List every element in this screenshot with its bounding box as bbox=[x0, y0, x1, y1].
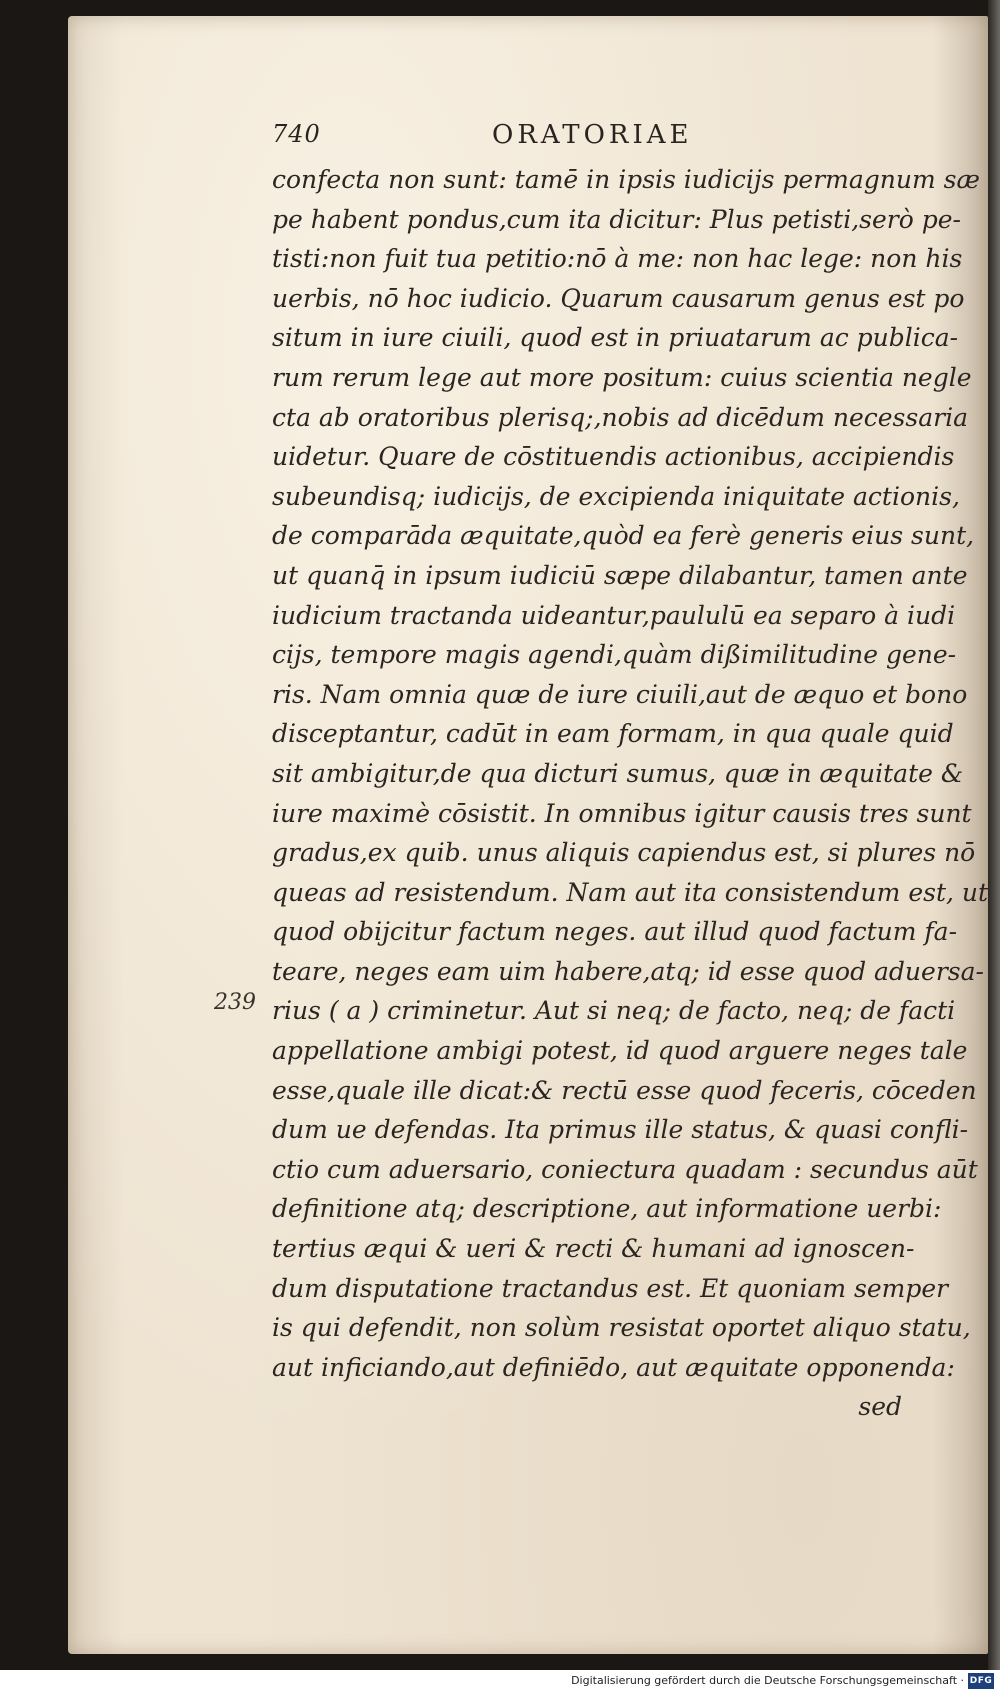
text-line: tisti:non fuit tua petitio:nō à me: non hac lege: non his bbox=[272, 244, 963, 274]
text-line: is qui defendit, non solùm resistat oportet aliquo statu, bbox=[272, 1313, 971, 1343]
text-line: ctio cum aduersario, coniectura quadam : secundus aūt bbox=[272, 1154, 978, 1184]
scan-right-edge bbox=[988, 0, 1000, 1670]
text-line: cijs, tempore magis agendi,quàm dißimilitudine gene- bbox=[272, 640, 957, 670]
text-line: definitione atq; descriptione, aut informatione uerbi: bbox=[272, 1194, 942, 1224]
text-line: teare, neges eam uim habere,atq; id esse quod aduersa- bbox=[272, 956, 984, 986]
text-line: tertius æqui & ueri & recti & humani ad ignoscen- bbox=[272, 1234, 915, 1264]
dfg-logo-icon: DFG bbox=[968, 1673, 994, 1689]
running-title: ORATORIAE bbox=[492, 120, 693, 150]
text-line: queas ad resistendum. Nam aut ita consistendum est, ut bbox=[272, 877, 989, 907]
funding-credit: Digitalisierung gefördert durch die Deutsche Forschungsgemeinschaft · bbox=[571, 1674, 964, 1687]
text-line: ut quanq̄ in ipsum iudiciū sæpe dilabantur, tamen ante bbox=[272, 560, 968, 590]
text-line: de comparāda æquitate,quòd ea ferè generis eius sunt, bbox=[272, 521, 975, 551]
text-line: gradus,ex quib. unus aliquis capiendus est, si plures nō bbox=[272, 838, 976, 868]
catchword: sed bbox=[858, 1392, 902, 1422]
text-line: cta ab oratoribus plerisq;,nobis ad dicēdum necessaria bbox=[272, 402, 968, 432]
text-block bbox=[272, 160, 989, 1427]
text-line: uerbis, nō hoc iudicio. Quarum causarum genus est po bbox=[272, 283, 965, 313]
text-line: disceptantur, cadūt in eam formam, in qua quale quid bbox=[272, 719, 954, 749]
page-number: 740 bbox=[272, 120, 321, 148]
text-line: appellatione ambigi potest, id quod arguere neges tale bbox=[272, 1036, 968, 1066]
footer-bar bbox=[0, 1670, 1000, 1693]
text-line: iure maximè cōsistit. In omnibus igitur causis tres sunt bbox=[272, 798, 972, 828]
text-line: situm in iure ciuili, quod est in priuatarum ac publica- bbox=[272, 323, 959, 353]
text-line: subeundisq; iudicijs, de excipienda iniquitate actionis, bbox=[272, 481, 960, 511]
text-line: sit ambigitur,de qua dicturi sumus, quæ in æquitate & bbox=[272, 758, 964, 788]
text-line: pe habent pondus,cum ita dicitur: Plus petisti,serò pe- bbox=[272, 204, 961, 234]
text-line: dum disputatione tractandus est. Et quoniam semper bbox=[272, 1273, 949, 1303]
text-line: rum rerum lege aut more positum: cuius scientia negle bbox=[272, 362, 972, 392]
text-line: confecta non sunt: tamē in ipsis iudicijs permagnum sæ bbox=[272, 165, 980, 194]
margin-note: 239 bbox=[214, 990, 256, 1015]
running-head bbox=[272, 120, 732, 154]
text-line: rius ( a ) criminetur. Aut si neq; de facto, neq; de facti bbox=[272, 996, 956, 1026]
text-line: ris. Nam omnia quæ de iure ciuili,aut de æquo et bono bbox=[272, 679, 968, 709]
text-line: quod obijcitur factum neges. aut illud quod factum fa- bbox=[272, 917, 958, 947]
text-line: iudicium tractanda uideantur,paululū ea separo à iudi bbox=[272, 600, 956, 630]
text-line: aut inficiando,aut definiēdo, aut æquitate opponenda: bbox=[272, 1352, 955, 1382]
text-line: esse,quale ille dicat:& rectū esse quod feceris, cōceden bbox=[272, 1075, 977, 1105]
text-line: dum ue defendas. Ita primus ille status, & quasi confli- bbox=[272, 1115, 969, 1145]
text-line: uidetur. Quare de cōstituendis actionibus, accipiendis bbox=[272, 442, 955, 472]
